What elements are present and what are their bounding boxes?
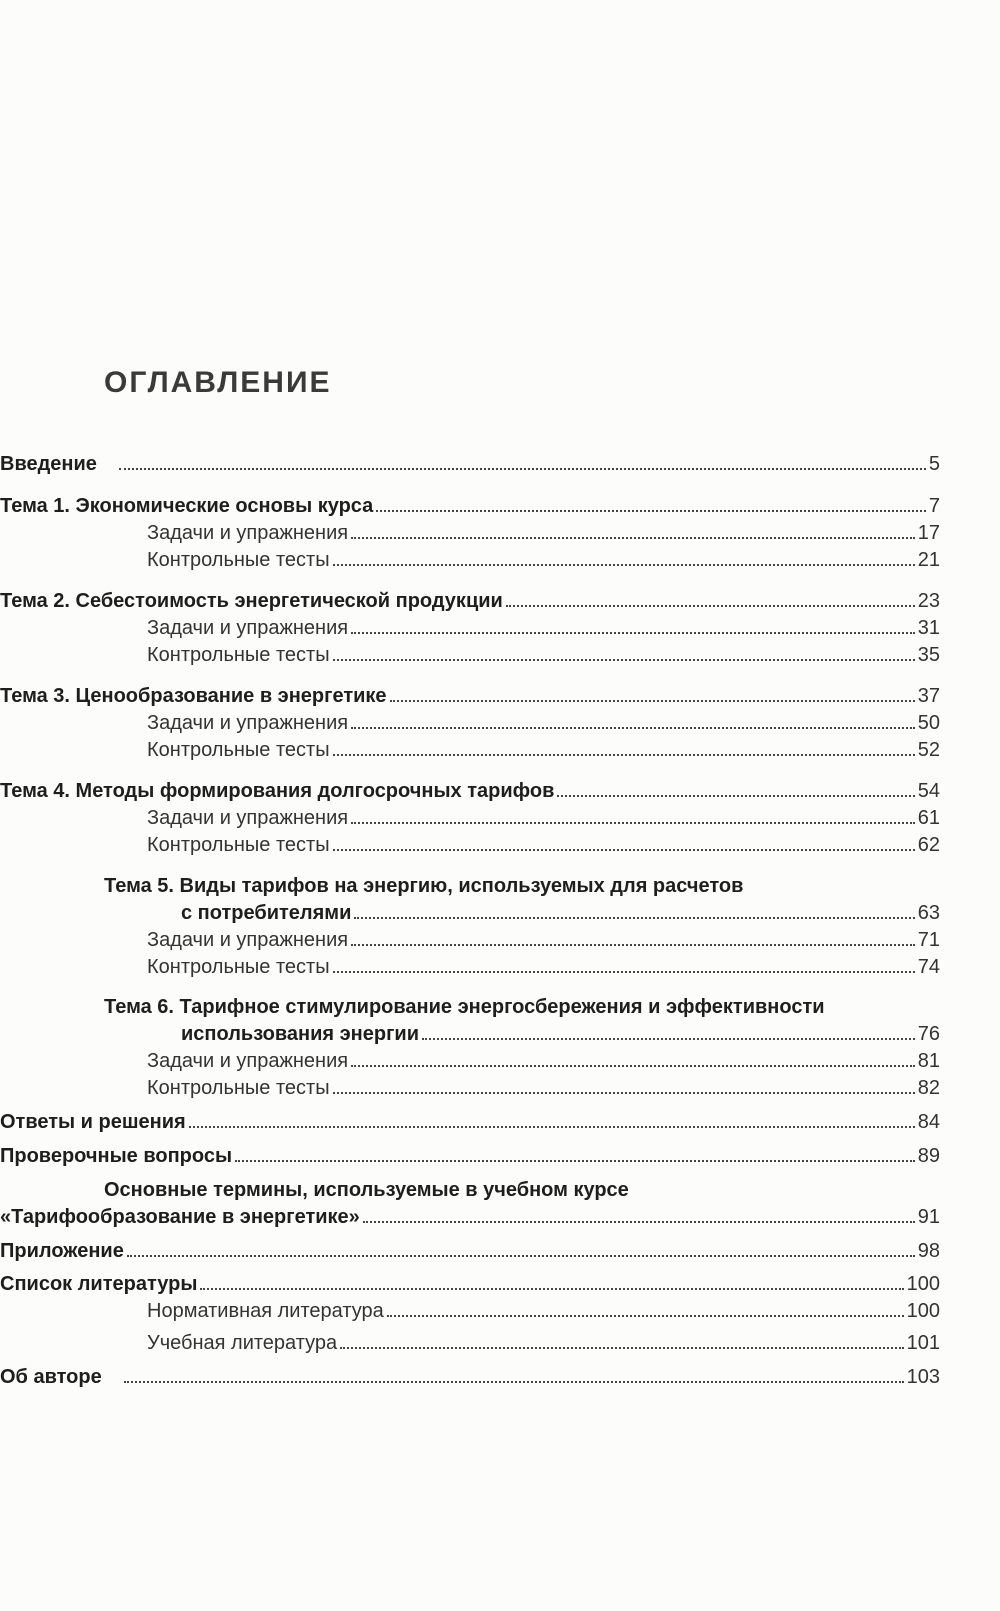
toc-page-number: 50	[917, 712, 940, 734]
toc-entry-topic-3-tests[interactable]	[147, 734, 940, 762]
toc-entry-label: Ответы и решения	[0, 1111, 186, 1133]
dot-leader	[506, 605, 915, 607]
dot-leader	[387, 1315, 904, 1317]
toc-entry-author[interactable]	[0, 1361, 940, 1389]
toc-entry-label: Об авторе	[0, 1366, 102, 1388]
toc-entry-label: Задачи и упражнения	[147, 522, 349, 544]
dot-leader	[333, 849, 915, 851]
toc-entry-topic-4-tests[interactable]	[147, 829, 940, 857]
toc-entry-topic-2-tasks[interactable]	[147, 612, 940, 640]
toc-page-number: 17	[917, 522, 940, 544]
toc-page-number: 71	[917, 929, 940, 951]
toc-page-number: 74	[917, 956, 940, 978]
toc-page-number: 98	[917, 1240, 940, 1262]
dot-leader	[363, 1221, 915, 1223]
dot-leader	[422, 1038, 915, 1040]
toc-entry-topic-5-tests[interactable]	[147, 951, 940, 979]
toc-page-number: 91	[917, 1206, 940, 1228]
toc-page-number: 23	[917, 590, 940, 612]
dot-leader	[351, 944, 915, 946]
dot-leader	[235, 1160, 915, 1162]
toc-entry-label: Контрольные тесты	[147, 1077, 330, 1099]
toc-entry-label: Задачи и упражнения	[147, 807, 349, 829]
toc-entry-appendix[interactable]	[0, 1235, 940, 1263]
toc-entry-label: Контрольные тесты	[147, 644, 330, 666]
toc-entry-topic-1-tests[interactable]	[147, 544, 940, 572]
dot-leader	[376, 510, 926, 512]
dot-leader	[333, 564, 915, 566]
toc-entry-label: Задачи и упражнения	[147, 712, 349, 734]
toc-entry-label: Введение	[0, 453, 97, 475]
dot-leader	[351, 632, 915, 634]
toc-entry-answers[interactable]	[0, 1106, 940, 1134]
toc-page-number: 81	[917, 1050, 940, 1072]
toc-entry-topic-6-tasks[interactable]	[147, 1045, 940, 1073]
toc-entry-topic-5-tasks[interactable]	[147, 924, 940, 952]
toc-entry-label: Задачи и упражнения	[147, 1050, 349, 1072]
toc-entry-label: использования энергии	[181, 1023, 420, 1045]
dot-leader	[351, 727, 915, 729]
toc-entry-label: Тема 3. Ценообразование в энергетике	[0, 685, 387, 707]
toc-page-number: 100	[906, 1300, 940, 1322]
toc-entry-topic-4-tasks[interactable]	[147, 802, 940, 830]
toc-page-number: 21	[917, 549, 940, 571]
toc-page-number: 84	[917, 1111, 940, 1133]
toc-entry-topic-3-tasks[interactable]	[147, 707, 940, 735]
toc-entry-label: «Тарифообразование в энергетике»	[0, 1206, 360, 1228]
toc-page-number: 62	[917, 834, 940, 856]
toc-entry-topic-1-tasks[interactable]	[147, 517, 940, 545]
dot-leader	[333, 1092, 915, 1094]
toc-entry-label: Список литературы	[0, 1273, 198, 1295]
dot-leader	[200, 1288, 903, 1290]
page-title: ОГЛАВЛЕНИЕ	[104, 366, 332, 399]
toc-entry-topic-6-tests[interactable]	[147, 1072, 940, 1100]
toc-entry-topic-5-line-1[interactable]: Тема 5. Виды тарифов на энергию, используемых для расчетов	[104, 875, 744, 897]
toc-entry-label: Проверочные вопросы	[0, 1145, 233, 1167]
dot-leader	[333, 754, 915, 756]
toc-entry-topic-6[interactable]	[181, 1018, 940, 1046]
toc-page-number: 35	[917, 644, 940, 666]
toc-entry-topic-2-tests[interactable]	[147, 639, 940, 667]
toc-entry-topic-6-line-1[interactable]: Тема 6. Тарифное стимулирование энергосбережения и эффективности	[104, 996, 825, 1018]
dot-leader	[333, 659, 915, 661]
dot-leader	[340, 1347, 903, 1349]
toc-entry-questions[interactable]	[0, 1140, 940, 1168]
toc-entry-topic-1[interactable]	[0, 490, 940, 518]
toc-page-number: 5	[928, 453, 940, 475]
toc-entry-terms[interactable]	[0, 1201, 940, 1229]
toc-page-number: 89	[917, 1145, 940, 1167]
toc-page-number: 63	[917, 902, 940, 924]
toc-page-number: 31	[917, 617, 940, 639]
toc-entry-intro[interactable]	[0, 448, 940, 476]
toc-entry-topic-3[interactable]	[0, 680, 940, 708]
toc-entry-topic-2[interactable]	[0, 585, 940, 613]
toc-entry-label: Тема 1. Экономические основы курса	[0, 495, 374, 517]
toc-entry-label: Контрольные тесты	[147, 956, 330, 978]
toc-entry-label: Приложение	[0, 1240, 124, 1262]
dot-leader	[119, 468, 926, 470]
toc-entry-label: Тема 2. Себестоимость энергетической продукции	[0, 590, 503, 612]
toc-page-number: 82	[917, 1077, 940, 1099]
dot-leader	[333, 971, 915, 973]
toc-page-number: 52	[917, 739, 940, 761]
toc-entry-label: Учебная литература	[147, 1332, 338, 1354]
toc-entry-terms-line-1[interactable]: Основные термины, используемые в учебном курсе	[104, 1179, 629, 1201]
toc-page-number: 54	[917, 780, 940, 802]
toc-page-number: 103	[906, 1366, 940, 1388]
toc-page-number: 100	[906, 1273, 940, 1295]
toc-entry-literature[interactable]	[0, 1268, 940, 1296]
dot-leader	[390, 700, 915, 702]
toc-entry-label: Тема 4. Методы формирования долгосрочных тарифов	[0, 780, 555, 802]
toc-entry-label: с потребителями	[181, 902, 352, 924]
dot-leader	[127, 1255, 915, 1257]
dot-leader	[351, 1065, 915, 1067]
toc-entry-topic-4[interactable]	[0, 775, 940, 803]
toc-entry-label: Нормативная литература	[147, 1300, 384, 1322]
dot-leader	[351, 822, 915, 824]
toc-entry-literature-normative[interactable]	[147, 1295, 940, 1323]
toc-page-number: 37	[917, 685, 940, 707]
dot-leader	[351, 537, 915, 539]
dot-leader	[557, 795, 914, 797]
toc-entry-label: Задачи и упражнения	[147, 929, 349, 951]
dot-leader	[189, 1126, 915, 1128]
toc-page-number: 61	[917, 807, 940, 829]
toc-entry-topic-5[interactable]	[181, 897, 940, 925]
dot-leader	[124, 1381, 904, 1383]
toc-page-number: 7	[928, 495, 940, 517]
toc-page-number: 76	[917, 1023, 940, 1045]
toc-entry-label: Задачи и упражнения	[147, 617, 349, 639]
toc-entry-label: Контрольные тесты	[147, 834, 330, 856]
toc-entry-literature-educational[interactable]	[147, 1327, 940, 1355]
toc-entry-label: Контрольные тесты	[147, 549, 330, 571]
dot-leader	[354, 917, 914, 919]
toc-page-number: 101	[906, 1332, 940, 1354]
toc-entry-label: Контрольные тесты	[147, 739, 330, 761]
